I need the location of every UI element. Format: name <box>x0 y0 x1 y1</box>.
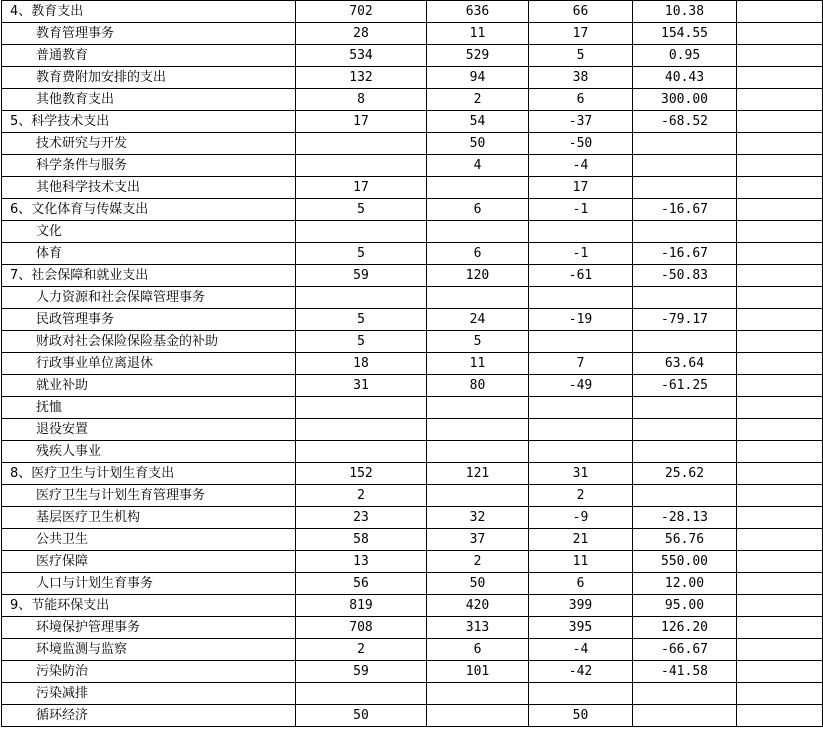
change-amount-cell: -61 <box>529 265 633 287</box>
empty-cell <box>737 419 823 441</box>
item-name-cell: 文化 <box>2 221 296 243</box>
change-percent-cell: -28.13 <box>633 507 737 529</box>
change-percent-cell <box>633 419 737 441</box>
table-row <box>2 265 823 287</box>
empty-cell <box>737 67 823 89</box>
item-name-cell: 民政管理事务 <box>2 309 296 331</box>
previous-year-cell: 11 <box>427 23 529 45</box>
item-name-cell: 污染防治 <box>2 661 296 683</box>
change-amount-cell: 17 <box>529 23 633 45</box>
change-percent-cell: 12.00 <box>633 573 737 595</box>
change-percent-cell <box>633 155 737 177</box>
current-year-cell <box>296 133 427 155</box>
budget-table-body <box>2 1 823 727</box>
empty-cell <box>737 199 823 221</box>
previous-year-cell <box>427 705 529 727</box>
current-year-cell <box>296 155 427 177</box>
empty-cell <box>737 441 823 463</box>
change-percent-cell: 63.64 <box>633 353 737 375</box>
table-row <box>2 397 823 419</box>
previous-year-cell <box>427 485 529 507</box>
current-year-cell: 18 <box>296 353 427 375</box>
current-year-cell <box>296 683 427 705</box>
previous-year-cell <box>427 287 529 309</box>
empty-cell <box>737 661 823 683</box>
change-percent-cell <box>633 485 737 507</box>
table-row <box>2 683 823 705</box>
table-row <box>2 639 823 661</box>
table-row <box>2 485 823 507</box>
current-year-cell: 5 <box>296 199 427 221</box>
empty-cell <box>737 463 823 485</box>
change-amount-cell: -19 <box>529 309 633 331</box>
empty-cell <box>737 375 823 397</box>
table-row <box>2 1 823 23</box>
previous-year-cell: 6 <box>427 199 529 221</box>
change-percent-cell: 40.43 <box>633 67 737 89</box>
table-row <box>2 529 823 551</box>
item-name-cell: 基层医疗卫生机构 <box>2 507 296 529</box>
change-percent-cell <box>633 397 737 419</box>
change-percent-cell: 10.38 <box>633 1 737 23</box>
change-amount-cell: 6 <box>529 89 633 111</box>
item-name-cell: 其他科学技术支出 <box>2 177 296 199</box>
current-year-cell: 31 <box>296 375 427 397</box>
previous-year-cell: 24 <box>427 309 529 331</box>
table-row <box>2 45 823 67</box>
empty-cell <box>737 397 823 419</box>
item-name-cell: 普通教育 <box>2 45 296 67</box>
current-year-cell: 59 <box>296 661 427 683</box>
category-name-cell: 7、社会保障和就业支出 <box>2 265 296 287</box>
item-name-cell: 科学条件与服务 <box>2 155 296 177</box>
empty-cell <box>737 1 823 23</box>
empty-cell <box>737 683 823 705</box>
table-row <box>2 89 823 111</box>
item-name-cell: 财政对社会保险保险基金的补助 <box>2 331 296 353</box>
current-year-cell: 152 <box>296 463 427 485</box>
empty-cell <box>737 705 823 727</box>
change-amount-cell: 5 <box>529 45 633 67</box>
current-year-cell: 534 <box>296 45 427 67</box>
change-amount-cell: 2 <box>529 485 633 507</box>
change-percent-cell: -16.67 <box>633 199 737 221</box>
change-percent-cell: 95.00 <box>633 595 737 617</box>
empty-cell <box>737 221 823 243</box>
item-name-cell: 教育费附加安排的支出 <box>2 67 296 89</box>
current-year-cell: 28 <box>296 23 427 45</box>
change-amount-cell: 11 <box>529 551 633 573</box>
table-row <box>2 67 823 89</box>
current-year-cell: 17 <box>296 177 427 199</box>
previous-year-cell: 94 <box>427 67 529 89</box>
change-percent-cell: 126.20 <box>633 617 737 639</box>
previous-year-cell: 50 <box>427 573 529 595</box>
category-name-cell: 4、教育支出 <box>2 1 296 23</box>
item-name-cell: 循环经济 <box>2 705 296 727</box>
previous-year-cell: 80 <box>427 375 529 397</box>
change-amount-cell <box>529 419 633 441</box>
change-amount-cell <box>529 683 633 705</box>
change-percent-cell <box>633 331 737 353</box>
category-name-cell: 5、科学技术支出 <box>2 111 296 133</box>
change-amount-cell: 17 <box>529 177 633 199</box>
empty-cell <box>737 243 823 265</box>
current-year-cell: 132 <box>296 67 427 89</box>
empty-cell <box>737 353 823 375</box>
change-amount-cell <box>529 221 633 243</box>
empty-cell <box>737 45 823 67</box>
table-row <box>2 199 823 221</box>
item-name-cell: 人口与计划生育事务 <box>2 573 296 595</box>
item-name-cell: 人力资源和社会保障管理事务 <box>2 287 296 309</box>
table-row <box>2 617 823 639</box>
current-year-cell: 56 <box>296 573 427 595</box>
previous-year-cell: 101 <box>427 661 529 683</box>
change-percent-cell: 0.95 <box>633 45 737 67</box>
previous-year-cell <box>427 177 529 199</box>
item-name-cell: 教育管理事务 <box>2 23 296 45</box>
table-row <box>2 375 823 397</box>
current-year-cell <box>296 287 427 309</box>
empty-cell <box>737 265 823 287</box>
change-percent-cell <box>633 683 737 705</box>
current-year-cell: 819 <box>296 595 427 617</box>
item-name-cell: 残疾人事业 <box>2 441 296 463</box>
change-amount-cell: 21 <box>529 529 633 551</box>
item-name-cell: 退役安置 <box>2 419 296 441</box>
change-amount-cell: -37 <box>529 111 633 133</box>
current-year-cell: 2 <box>296 485 427 507</box>
item-name-cell: 环境监测与监察 <box>2 639 296 661</box>
previous-year-cell: 4 <box>427 155 529 177</box>
change-amount-cell <box>529 441 633 463</box>
table-row <box>2 133 823 155</box>
change-percent-cell: 56.76 <box>633 529 737 551</box>
item-name-cell: 抚恤 <box>2 397 296 419</box>
item-name-cell: 其他教育支出 <box>2 89 296 111</box>
change-amount-cell: -1 <box>529 199 633 221</box>
change-amount-cell: -9 <box>529 507 633 529</box>
current-year-cell: 5 <box>296 243 427 265</box>
previous-year-cell: 313 <box>427 617 529 639</box>
current-year-cell: 58 <box>296 529 427 551</box>
empty-cell <box>737 133 823 155</box>
table-row <box>2 419 823 441</box>
previous-year-cell: 54 <box>427 111 529 133</box>
empty-cell <box>737 485 823 507</box>
empty-cell <box>737 287 823 309</box>
table-row <box>2 595 823 617</box>
empty-cell <box>737 177 823 199</box>
change-amount-cell: 50 <box>529 705 633 727</box>
change-percent-cell <box>633 705 737 727</box>
previous-year-cell: 121 <box>427 463 529 485</box>
previous-year-cell <box>427 419 529 441</box>
empty-cell <box>737 551 823 573</box>
change-percent-cell: 550.00 <box>633 551 737 573</box>
change-percent-cell: -61.25 <box>633 375 737 397</box>
table-row <box>2 287 823 309</box>
table-row <box>2 177 823 199</box>
item-name-cell: 就业补助 <box>2 375 296 397</box>
change-percent-cell: -68.52 <box>633 111 737 133</box>
previous-year-cell <box>427 221 529 243</box>
change-percent-cell <box>633 441 737 463</box>
empty-cell <box>737 89 823 111</box>
change-percent-cell: 25.62 <box>633 463 737 485</box>
previous-year-cell: 2 <box>427 89 529 111</box>
table-row <box>2 551 823 573</box>
empty-cell <box>737 507 823 529</box>
current-year-cell: 59 <box>296 265 427 287</box>
empty-cell <box>737 617 823 639</box>
empty-cell <box>737 639 823 661</box>
item-name-cell: 行政事业单位离退休 <box>2 353 296 375</box>
previous-year-cell <box>427 441 529 463</box>
current-year-cell: 5 <box>296 331 427 353</box>
change-percent-cell: -79.17 <box>633 309 737 331</box>
empty-cell <box>737 331 823 353</box>
change-amount-cell <box>529 397 633 419</box>
previous-year-cell <box>427 397 529 419</box>
previous-year-cell: 37 <box>427 529 529 551</box>
previous-year-cell: 32 <box>427 507 529 529</box>
change-percent-cell: 154.55 <box>633 23 737 45</box>
table-row <box>2 309 823 331</box>
item-name-cell: 医疗卫生与计划生育管理事务 <box>2 485 296 507</box>
table-row <box>2 705 823 727</box>
current-year-cell <box>296 397 427 419</box>
current-year-cell: 23 <box>296 507 427 529</box>
item-name-cell: 医疗保障 <box>2 551 296 573</box>
table-row <box>2 441 823 463</box>
change-percent-cell: -41.58 <box>633 661 737 683</box>
table-row <box>2 573 823 595</box>
current-year-cell <box>296 419 427 441</box>
previous-year-cell: 11 <box>427 353 529 375</box>
empty-cell <box>737 23 823 45</box>
previous-year-cell: 120 <box>427 265 529 287</box>
empty-cell <box>737 595 823 617</box>
table-row <box>2 463 823 485</box>
table-row <box>2 353 823 375</box>
change-amount-cell: -4 <box>529 155 633 177</box>
current-year-cell: 8 <box>296 89 427 111</box>
empty-cell <box>737 155 823 177</box>
previous-year-cell: 50 <box>427 133 529 155</box>
previous-year-cell: 420 <box>427 595 529 617</box>
change-amount-cell <box>529 331 633 353</box>
current-year-cell: 50 <box>296 705 427 727</box>
current-year-cell: 5 <box>296 309 427 331</box>
current-year-cell: 17 <box>296 111 427 133</box>
change-percent-cell: -66.67 <box>633 639 737 661</box>
change-amount-cell: -49 <box>529 375 633 397</box>
category-name-cell: 9、节能环保支出 <box>2 595 296 617</box>
table-row <box>2 23 823 45</box>
empty-cell <box>737 529 823 551</box>
change-percent-cell: -16.67 <box>633 243 737 265</box>
change-percent-cell: -50.83 <box>633 265 737 287</box>
change-amount-cell: 38 <box>529 67 633 89</box>
previous-year-cell: 636 <box>427 1 529 23</box>
current-year-cell: 13 <box>296 551 427 573</box>
change-percent-cell <box>633 133 737 155</box>
current-year-cell <box>296 221 427 243</box>
table-row <box>2 661 823 683</box>
change-percent-cell <box>633 221 737 243</box>
table-row <box>2 331 823 353</box>
empty-cell <box>737 309 823 331</box>
change-amount-cell: -50 <box>529 133 633 155</box>
change-amount-cell: 66 <box>529 1 633 23</box>
item-name-cell: 污染减排 <box>2 683 296 705</box>
previous-year-cell: 2 <box>427 551 529 573</box>
table-row <box>2 243 823 265</box>
item-name-cell: 环境保护管理事务 <box>2 617 296 639</box>
change-amount-cell: 7 <box>529 353 633 375</box>
change-amount-cell <box>529 287 633 309</box>
change-amount-cell: 395 <box>529 617 633 639</box>
change-amount-cell: 6 <box>529 573 633 595</box>
empty-cell <box>737 573 823 595</box>
table-row <box>2 111 823 133</box>
previous-year-cell: 6 <box>427 639 529 661</box>
change-amount-cell: 399 <box>529 595 633 617</box>
previous-year-cell <box>427 683 529 705</box>
table-row <box>2 221 823 243</box>
current-year-cell: 708 <box>296 617 427 639</box>
change-amount-cell: -42 <box>529 661 633 683</box>
change-percent-cell <box>633 177 737 199</box>
current-year-cell: 2 <box>296 639 427 661</box>
current-year-cell <box>296 441 427 463</box>
item-name-cell: 技术研究与开发 <box>2 133 296 155</box>
change-percent-cell <box>633 287 737 309</box>
previous-year-cell: 6 <box>427 243 529 265</box>
category-name-cell: 8、医疗卫生与计划生育支出 <box>2 463 296 485</box>
previous-year-cell: 529 <box>427 45 529 67</box>
budget-table <box>1 0 823 727</box>
table-row <box>2 507 823 529</box>
previous-year-cell: 5 <box>427 331 529 353</box>
table-row <box>2 155 823 177</box>
empty-cell <box>737 111 823 133</box>
change-amount-cell: -1 <box>529 243 633 265</box>
item-name-cell: 体育 <box>2 243 296 265</box>
item-name-cell: 公共卫生 <box>2 529 296 551</box>
change-percent-cell: 300.00 <box>633 89 737 111</box>
change-amount-cell: -4 <box>529 639 633 661</box>
current-year-cell: 702 <box>296 1 427 23</box>
category-name-cell: 6、文化体育与传媒支出 <box>2 199 296 221</box>
change-amount-cell: 31 <box>529 463 633 485</box>
